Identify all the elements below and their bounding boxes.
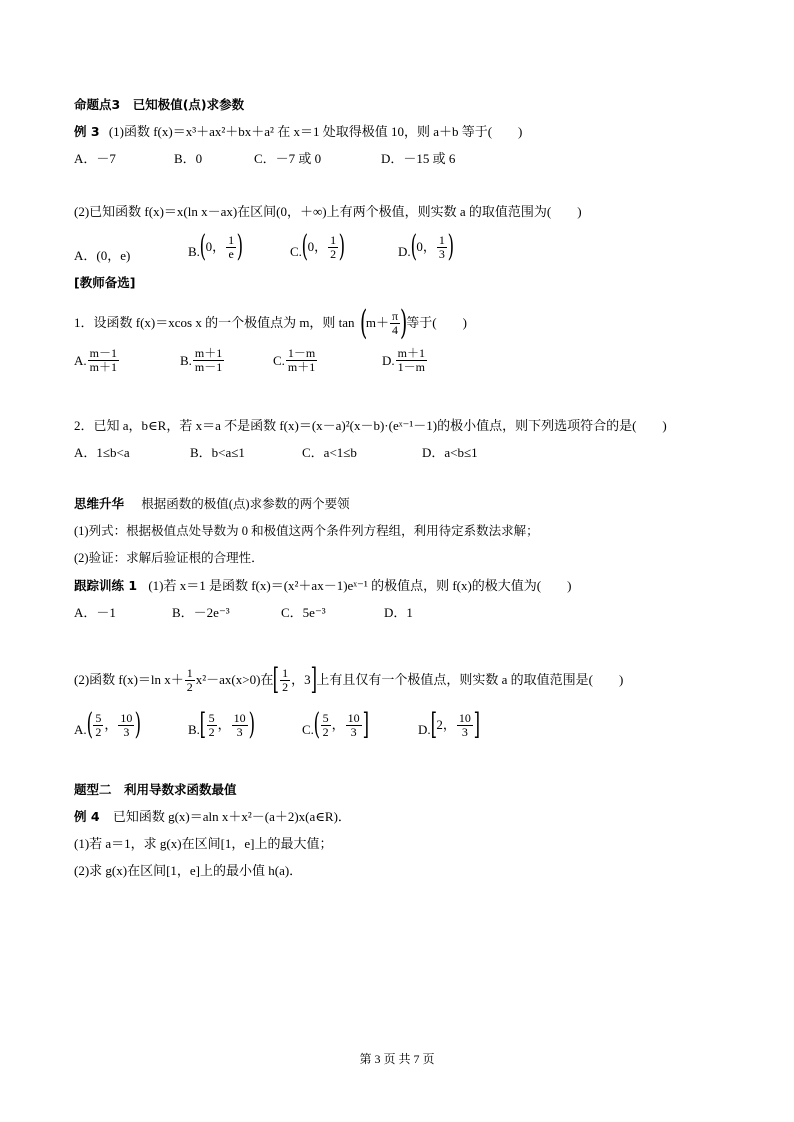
denominator: 2 [186,679,193,694]
summary-heading: 思维升华 [74,496,125,511]
denominator: 3 [236,724,243,739]
numerator: 10 [347,710,360,725]
denominator: 2 [95,724,102,739]
right-bracket: ] [362,707,369,742]
left-paren: ( [359,303,367,343]
option-a: A．－7 [74,151,116,166]
right-bracket: ] [310,662,317,697]
interval-end-value: 3 [304,672,311,687]
question-text: 上有且仅有一个极值点，则实数 a 的取值范围是( ) [316,672,624,687]
example-label: 例 4 [74,809,100,824]
option-b [188,229,244,264]
denominator: m－1 [194,360,223,374]
teacher-q2: 2．已知 a，b∈R，若 x＝a 不是函数 f(x)＝(x－a)²(x－b)·(eˣ⁻¹－1)的极小值点，则下列选项符合的是( ) [74,418,667,433]
section-heading: 命题点3 已知极值(点)求参数 [74,97,245,112]
numerator: 10 [458,710,471,725]
denominator: e [228,246,234,261]
right-bracket: ] [473,707,480,742]
interval-start: 2， [436,717,456,732]
question-text: (1)若 x＝1 是函数 f(x)＝(x²＋ax－1)eˣ⁻¹ 的极值点，则 f(x)的极大值为( ) [148,578,572,593]
denominator: 2 [330,246,337,261]
option-a: A．(0，e) [74,248,131,263]
option-label: C. [290,244,302,259]
fraction [457,712,473,739]
summary-title [74,496,350,512]
fraction [207,712,217,739]
option-c: C．－7 或 0 [254,151,322,166]
fraction [193,347,224,374]
interval-start: 0， [307,239,328,254]
option-label: B. [180,352,192,368]
option-label: A. [74,352,87,368]
denominator: 3 [438,246,445,261]
fraction [346,712,362,739]
question-text: (2)函数 f(x)＝ln x＋ [74,672,184,687]
right-bracket: ) [248,707,255,742]
fraction [321,712,331,739]
interval-end: ，3 [291,672,311,687]
denominator: 1－m [397,360,425,374]
option-d [418,707,480,742]
option-b [180,347,225,374]
example-3-q1 [74,124,522,140]
fraction [286,347,317,374]
option-a [74,347,120,374]
numerator: 1 [330,232,337,247]
option-d [398,229,454,264]
denominator: 2 [322,724,329,739]
option-label: C. [273,352,285,368]
question-text: (1)函数 f(x)＝x³＋ax²＋bx＋a² 在 x＝1 处取得极值 10，则 a＋b 等于( ) [108,124,523,139]
numerator: 5 [208,710,215,725]
numerator: 1 [438,232,445,247]
right-paren: ) [400,303,408,343]
example-4-q2: (2)求 g(x)在区间[1，e]上的最小值 h(a)． [74,863,303,878]
numerator: 10 [233,710,246,725]
example-4-stem [74,809,351,825]
practice-q1 [74,578,571,594]
option-label: D. [382,352,395,368]
right-bracket: ) [447,229,454,264]
option-d: D．－15 或 6 [381,151,456,166]
practice-q2 [74,662,624,697]
left-bracket: ( [86,707,93,742]
option-a: A．1≤b<a [74,445,130,460]
fraction [88,347,119,374]
option-c: C．a<1≤b [302,445,357,460]
type-heading: 题型二 利用导数求函数最值 [74,782,237,797]
practice-heading: 跟踪训练 1 [74,578,138,593]
option-d [382,347,428,374]
right-bracket: ) [135,707,142,742]
option-b: B．0 [174,151,203,166]
denominator: 2 [208,724,215,739]
right-bracket: ) [236,229,244,264]
option-label: D. [418,722,431,737]
numerator: 5 [95,710,102,725]
comma: ， [217,717,231,732]
fraction [328,234,338,261]
fraction [396,347,427,374]
denominator: 3 [123,724,130,739]
fraction [232,712,248,739]
option-b [188,707,255,742]
summary-line-1: (1)列式：根据极值点处导数为 0 和极值这两个条件列方程组，利用待定系数法求解； [74,524,539,538]
left-bracket: ( [410,229,417,264]
fraction [390,310,400,337]
option-c [290,229,346,264]
numerator: m＋1 [194,346,223,360]
interval-start: 0， [205,239,226,254]
option-d: D．a<b≤1 [422,445,478,460]
comma: ， [331,717,345,732]
denominator: 4 [391,322,398,337]
fraction [185,667,195,694]
interval-start: 0， [416,239,436,254]
numerator: 1 [186,665,193,680]
math-term: m＋ [365,315,389,330]
left-bracket: ( [313,707,321,742]
fraction [280,667,290,694]
option-label: A. [74,722,87,737]
question-text: x²－ax(x>0)在 [195,672,274,687]
fraction [93,712,103,739]
page-footer: 第 3 页 共 7 页 [359,1052,435,1066]
option-label: B. [188,244,200,259]
numerator: 1 [228,232,235,247]
fraction [226,234,236,261]
option-c: C．5e⁻³ [281,605,326,620]
fraction [118,712,134,739]
option-b: B．－2e⁻³ [172,605,230,620]
option-label: B. [188,722,200,737]
numerator: 5 [322,710,329,725]
option-c [273,347,318,374]
numerator: 1 [282,665,289,680]
numerator: m－1 [89,346,117,360]
denominator: m＋1 [287,360,316,374]
denominator: 2 [282,679,289,694]
left-bracket: [ [273,662,280,697]
example-4-q1: (1)若 a＝1，求 g(x)在区间[1，e]上的最大值； [74,836,333,851]
example-3-q2: (2)已知函数 f(x)＝x(ln x－ax)在区间(0，＋∞)上有两个极值，则实数 a 的取值范围为( ) [74,204,582,219]
option-b: B．b<a≤1 [190,445,245,460]
question-text: 1．设函数 f(x)＝xcos x 的一个极值点为 m，则 tan [74,315,355,330]
numerator: m＋1 [397,346,425,360]
option-a: A．－1 [74,605,116,620]
question-text: 已知函数 g(x)＝aln x＋x²－(a＋2)x(a∈R)． [112,809,351,824]
example-label: 例 3 [74,124,100,139]
question-text: 等于( ) [406,315,467,330]
comma: ， [104,717,118,732]
denominator: m＋1 [89,360,117,374]
left-bracket: [ [430,707,437,742]
option-a [74,707,142,742]
left-bracket: ( [301,229,309,264]
numerator: 10 [120,710,133,725]
teacher-heading: [教师备选] [74,275,136,290]
option-d: D．1 [384,605,413,620]
denominator: 3 [461,724,468,739]
left-bracket: ( [199,229,207,264]
right-bracket: ) [338,229,346,264]
left-bracket: [ [199,707,207,742]
numerator: π [391,308,399,323]
numerator: 1－m [287,346,316,360]
denominator: 3 [350,724,357,739]
teacher-q1 [74,303,467,343]
option-label: C. [302,722,314,737]
option-c [302,707,369,742]
option-label: D. [398,244,411,259]
summary-line-2: (2)验证：求解后验证根的合理性． [74,551,264,565]
summary-subtitle: 根据函数的极值(点)求参数的两个要领 [141,497,350,511]
fraction [437,234,447,261]
